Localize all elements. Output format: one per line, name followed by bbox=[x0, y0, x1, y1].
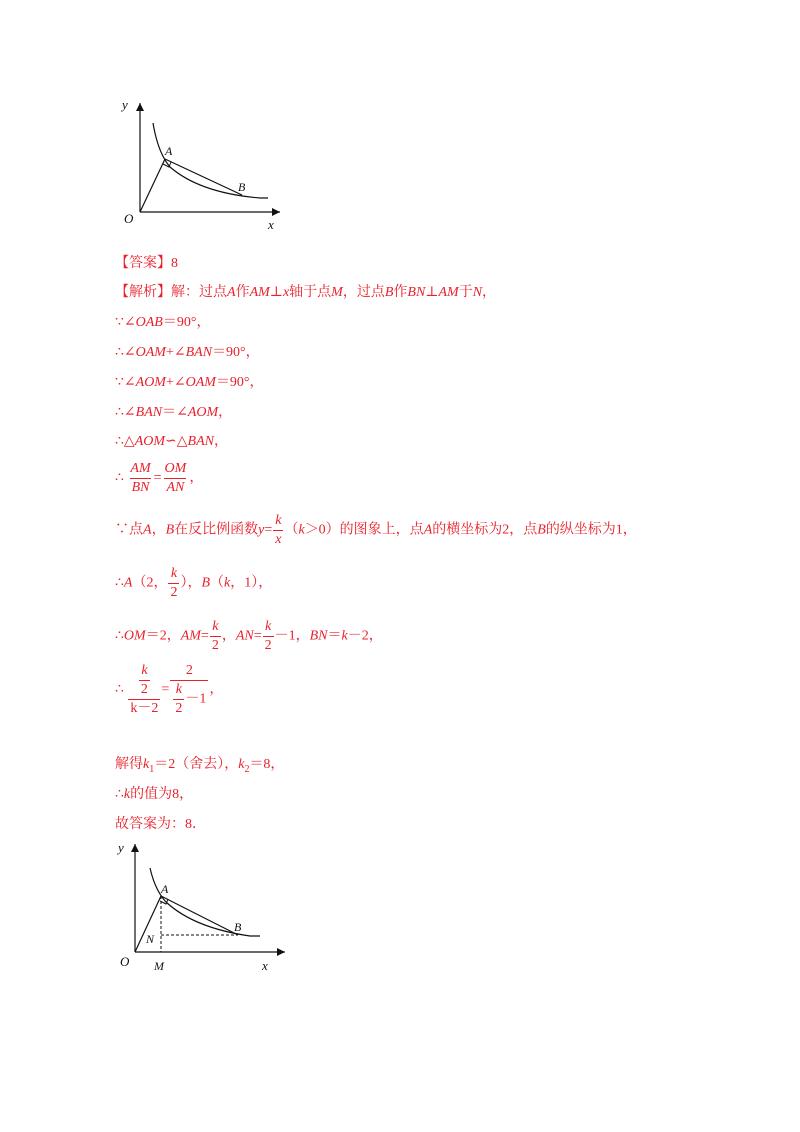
fraction-an: $\frac{k}{2}$ bbox=[264, 619, 272, 653]
fig1-y-label: y bbox=[122, 97, 128, 112]
figure-1 bbox=[110, 95, 290, 240]
hyperbola-curve bbox=[153, 123, 268, 198]
compound-fraction-left: $\frac{\frac{k}{2}}{k-2}$ bbox=[130, 663, 159, 716]
answer-line bbox=[115, 254, 178, 274]
compound-fraction-right: 2 $\frac{k}{2}$ －1 bbox=[170, 662, 208, 718]
segment-ab-2 bbox=[161, 896, 238, 935]
analysis-line-3: ∵∠AOM+∠OAM＝90°， bbox=[115, 375, 264, 390]
analysis-line-4: ∴∠BAN＝∠AOM， bbox=[115, 405, 233, 420]
y-axis-arrow bbox=[136, 103, 144, 111]
answer-value: 8 bbox=[171, 256, 178, 271]
fraction-k-2: $\frac{k}{2}$ bbox=[170, 566, 178, 600]
x-axis-arrow-2 bbox=[277, 948, 285, 956]
fraction-k-over-2-den: $\frac{k}{2}$ bbox=[175, 682, 183, 716]
figure-2 bbox=[110, 838, 290, 978]
fig1-a-label: A bbox=[165, 144, 173, 158]
analysis-line-8: ∴A（2， $\frac{k}{2}$ ），B（k，1）， bbox=[115, 566, 273, 600]
y-axis-arrow-2 bbox=[131, 844, 139, 852]
fraction-k-over-2: $\frac{k}{2}$ bbox=[140, 663, 148, 697]
analysis-line-5: ∴△AOM∽△BAN， bbox=[115, 434, 228, 449]
fig2-o-label: O bbox=[120, 954, 130, 969]
segment-oa bbox=[140, 159, 165, 212]
analysis-line-7: ∵点A，B在反比例函数y= $\frac{k}{x}$ （k＞0）的图象上，点A的横坐标为2，点B的纵坐标为1， bbox=[115, 513, 637, 547]
fig2-x-label: x bbox=[262, 958, 268, 973]
analysis-line-12: ∴k的值为8， bbox=[115, 787, 194, 802]
fig2-m-label: M bbox=[154, 959, 164, 973]
fraction-k-x: $\frac{k}{x}$ bbox=[275, 513, 282, 547]
fig2-n-label: N bbox=[146, 932, 155, 946]
conclusion-line: 故答案为：8． bbox=[115, 817, 206, 832]
analysis-line-0: 【解析】解：过点A作AM⊥x轴于点M，过点B作BN⊥AM于N， bbox=[115, 285, 497, 300]
analysis-line-11: 解得$k_1=2$（舍去），$k_2=8$， bbox=[115, 757, 285, 775]
x-axis-arrow bbox=[272, 208, 280, 216]
segment-ab bbox=[165, 159, 242, 195]
analysis-line-6: ∴ $\frac{AM}{BN}$ = $\frac{OM}{AN}$ ， bbox=[115, 461, 204, 495]
answer-tag: 【答案】 bbox=[115, 256, 171, 271]
analysis-line-10: ∴ $\frac{\frac{k}{2}}{k-2}$ = 2 $\frac{k}{2}$ －1 ， bbox=[115, 663, 224, 716]
fraction-om-an: $\frac{OM}{AN}$ bbox=[164, 461, 187, 495]
fig2-b-label: B bbox=[234, 920, 242, 934]
fig1-o-label: O bbox=[124, 211, 134, 226]
analysis-tag: 【解析】 bbox=[115, 285, 171, 300]
fraction-am-bn: $\frac{AM}{BN}$ bbox=[130, 461, 151, 495]
analysis-line-1: ∵∠OAB＝90°， bbox=[115, 315, 211, 330]
analysis-line-9: ∴OM＝2，AM= $\frac{k}{2}$ ，AN= $\frac{k}{2}$ －1，BN＝k－2， bbox=[115, 619, 383, 653]
fraction-am: $\frac{k}{2}$ bbox=[211, 619, 219, 653]
fig2-a-label: A bbox=[161, 882, 169, 896]
fig2-y-label: y bbox=[118, 840, 124, 855]
fig1-b-label: B bbox=[238, 180, 246, 194]
analysis-line-2: ∴∠OAM+∠BAN＝90°， bbox=[115, 345, 260, 360]
fig1-x-label: x bbox=[268, 217, 274, 232]
